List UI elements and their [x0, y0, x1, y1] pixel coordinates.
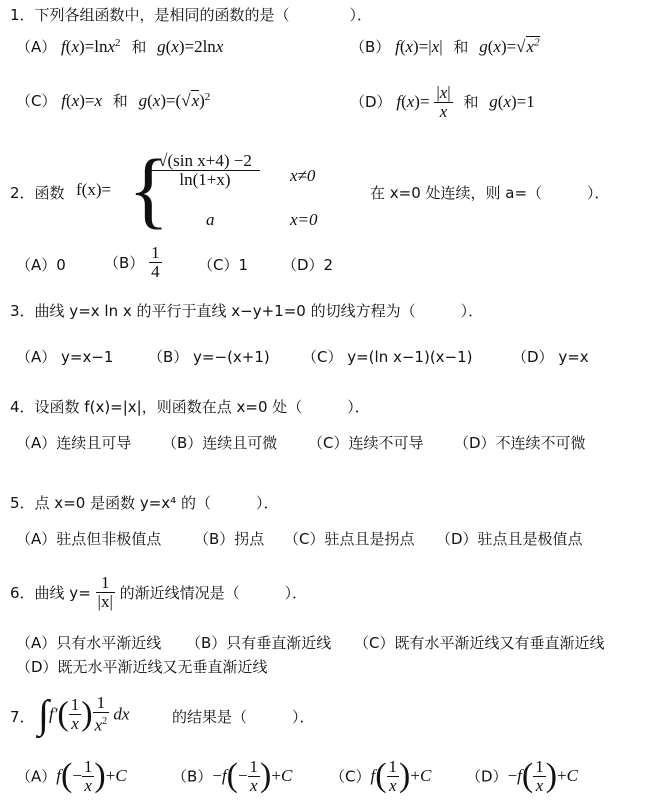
q7-option-a[interactable]: （A）f(− $\frac{1}{x}$ )+C [16, 756, 127, 795]
q7-option-a-label: （A） [16, 767, 57, 786]
q4-option-d[interactable]: （D）不连续不可微 [454, 434, 586, 452]
q7-option-b[interactable]: （B）−f(− $\frac{1}{x}$ )+C [172, 756, 293, 795]
q7-option-d-label: （D） [466, 767, 508, 786]
q3-option-c[interactable]: （C） y=(ln x−1)(x−1) [302, 348, 473, 366]
q2-bottom-cond: x=0 [290, 210, 318, 229]
q5-option-a[interactable]: （A）驻点但非极值点 [16, 530, 162, 548]
q2-option-c[interactable]: （C）1 [198, 256, 249, 274]
q7-option-d[interactable]: （D）−f( $\frac{1}{x}$ )+C [466, 756, 578, 795]
q3-option-d[interactable]: （D） y=x [512, 348, 589, 366]
q5-stem: 5．点 x=0 是函数 y=x⁴ 的（ ）． [10, 494, 279, 512]
q4-stem: 4．设函数 f(x)=|x|，则函数在点 x=0 处（ ）． [10, 398, 370, 416]
q7-option-c[interactable]: （C）f( $\frac{1}{x}$ )+C [330, 756, 432, 795]
q1-option-c[interactable]: （C） f(x)=x 和 $g(x)=(√x)^2$ [16, 91, 211, 110]
q4-option-c[interactable]: （C）连续不可导 [308, 434, 424, 452]
q6-fraction: $\frac{1}{|x|}$ [97, 573, 113, 611]
q2-option-a[interactable]: （A）0 [16, 256, 66, 274]
q1-option-b[interactable]: （B） f(x)=|x| 和 $g(x)=√x^2$ [350, 36, 540, 56]
q6-option-b[interactable]: （B）只有垂直渐近线 [186, 634, 332, 652]
q6-option-d[interactable]: （D）既无水平渐近线又无垂直渐近线 [16, 658, 268, 676]
q7-prefix: 7． [10, 708, 35, 726]
q6-option-a[interactable]: （A）只有水平渐近线 [16, 634, 162, 652]
q2-option-b-label: （B） [104, 254, 145, 272]
q4-option-b[interactable]: （B）连续且可微 [162, 434, 278, 452]
q2-bottom-value: a [206, 210, 215, 229]
q7-option-b-label: （B） [172, 767, 213, 786]
q1-option-c-label: （C） [16, 92, 57, 110]
q2-option-d[interactable]: （D）2 [282, 256, 334, 274]
q2-brace: { [128, 141, 170, 237]
q6-suffix: 的渐近线情况是（ ）． [119, 584, 308, 602]
q6-prefix: 6．曲线 y= [10, 584, 91, 602]
q5-option-b[interactable]: （B）拐点 [194, 530, 265, 548]
q1-option-a-label: （A） [16, 38, 57, 56]
q1-option-d[interactable]: （D） f(x)= $\frac{|x|}{x}$ 和 g(x)=1 [350, 83, 535, 121]
q7-option-c-label: （C） [330, 767, 371, 786]
q1-option-a-expr: f [61, 37, 66, 56]
q6-option-c[interactable]: （C）既有水平渐近线又有垂直渐近线 [354, 634, 605, 652]
q1-stem: 1．下列各组函数中，是相同的函数的是（ ）． [10, 6, 373, 24]
q2-fx: f(x)= [76, 180, 112, 199]
q4-option-a[interactable]: （A）连续且可导 [16, 434, 132, 452]
q1-option-a[interactable]: （A） f(x)=lnx$^2$ 和 g(x)=2lnx [16, 37, 224, 56]
q5-option-d[interactable]: （D）驻点且是极值点 [436, 530, 583, 548]
q2-label: 2．函数 [10, 184, 65, 202]
q1-option-d-label: （D） [350, 93, 392, 111]
q7-integral: ∫f′( $\frac{1}{x}$ ) $\frac{1}{x^2}$ dx [38, 691, 130, 737]
q6-stem [10, 574, 307, 611]
q3-option-a[interactable]: （A） y=x−1 [16, 348, 114, 366]
q2-tail: 在 x=0 处连续，则 a=（ ）． [370, 184, 610, 202]
q7-suffix: 的结果是（ ）． [172, 708, 315, 726]
q2-top-fraction: $\frac{\text{√(sin x+4) −2}}{\ln(1+x)}$ [150, 152, 260, 189]
q2-option-b[interactable]: （B） $\frac{1}{4}$ [104, 243, 160, 281]
q5-option-c[interactable]: （C）驻点且是拐点 [284, 530, 415, 548]
q2-top-cond: x≠0 [290, 166, 316, 185]
q3-option-b[interactable]: （B） y=−(x+1) [148, 348, 270, 366]
q1-option-b-label: （B） [350, 38, 391, 56]
q3-stem: 3．曲线 y=x ln x 的平行于直线 x−y+1=0 的切线方程为（ ）． [10, 302, 484, 320]
